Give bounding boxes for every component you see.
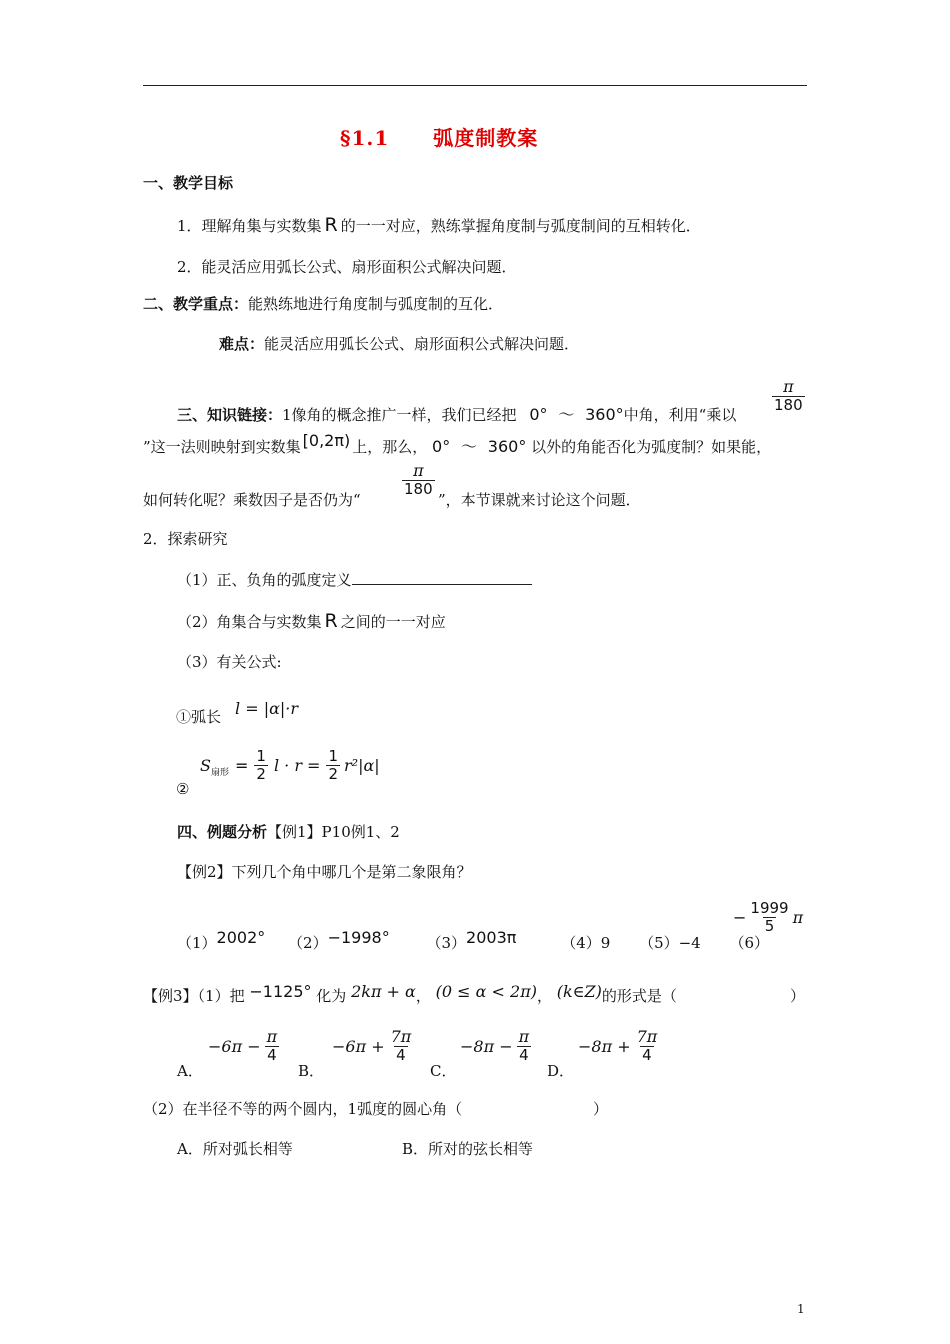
option-c-label: C．: [430, 1062, 457, 1080]
section-heading-goals: 一、教学目标: [143, 174, 234, 192]
option-c: −8π − $\frac{\pi}{4}$: [460, 1027, 530, 1065]
option-d: −8π + $\frac{7\pi}{4}$: [578, 1027, 658, 1065]
fraction-pi-over-180-2: $\frac{\pi}{180}$: [404, 461, 433, 499]
section-number: §1.1: [340, 126, 390, 150]
formula-sector-area: S 扇形 = $\frac{1}{2}$ l · r = $\frac{1}{2}$ r²|α|: [200, 747, 380, 784]
page-number: 1: [797, 1302, 805, 1316]
explore-q3: （3）有关公式:: [177, 653, 282, 671]
knowledge-line-1: 三、知识链接：1像角的概念推广一样，我们已经把 0° ～ 360°中角，利用“乘以: [177, 405, 737, 424]
example-3-part-2-close: ）: [593, 1100, 609, 1118]
option-b: −6π + $\frac{7\pi}{4}$: [332, 1027, 412, 1065]
formula-arc-length: ①弧长 l = |α|·r: [176, 699, 299, 726]
fraction-pi-over-180: $\frac{\pi}{180}$: [774, 377, 803, 415]
example-2-title: 【例2】下列几个角中哪几个是第二象限角？: [177, 863, 472, 881]
goal-item-1: 1．理解角集与实数集 R 的一一对应，熟练掌握角度制与弧度制间的互相转化．: [177, 214, 701, 236]
example-3-close-paren: ）: [790, 987, 806, 1005]
key-points: 二、教学重点：能熟练地进行角度制与弧度制的互化．: [143, 295, 504, 313]
difficulty: 难点：能灵活应用弧长公式、扇形面积公式解决问题．: [219, 335, 580, 353]
example-2-fraction: − $\frac{1999}{5}$ π: [733, 899, 804, 936]
option-a-label: A．: [177, 1062, 203, 1080]
answer-b: B．所对的弦长相等: [402, 1140, 534, 1158]
answer-blank: [352, 570, 532, 585]
explore-heading: 2．探索研究: [143, 530, 228, 548]
option-d-label: D．: [547, 1062, 575, 1080]
explore-q1: （1）正、负角的弧度定义: [177, 569, 532, 590]
goal-item-2: 2．能灵活应用弧长公式、扇形面积公式解决问题．: [177, 258, 517, 276]
example-3-question: 【例3】（1）把 −1125° 化为 2kπ + α， (0 ≤ α < 2π)， (k∈Z)的形式是（: [143, 982, 677, 1005]
knowledge-line-3-end: ”，本节课就来讨论这个问题．: [438, 491, 641, 509]
page-title: [340, 122, 538, 151]
header-rule: [143, 85, 807, 86]
answer-a: A．所对弧长相等: [177, 1140, 293, 1158]
explore-q2: （2）角集合与实数集 R 之间的一一对应: [177, 610, 446, 632]
formula-sector-label: ②: [176, 780, 190, 798]
knowledge-line-2: ”这一法则映射到实数集 [0,2π) 上，那么， 0° ～ 360° 以外的角能否化为弧度制？如果能，: [143, 431, 772, 456]
examples-heading: 四、例题分析【例1】P10例1、2: [177, 823, 400, 841]
example-3-part-2: （2）在半径不等的两个圆内，1弧度的圆心角（: [143, 1100, 463, 1118]
knowledge-line-3: 如何转化呢？乘数因子是否仍为“: [143, 491, 361, 509]
real-set-symbol: R: [324, 214, 338, 236]
option-a: −6π − $\frac{\pi}{4}$: [208, 1027, 278, 1065]
title-text: 弧度制教案: [433, 126, 539, 150]
example-2-items: （1）2002° （2）−1998° （3）2003π （4）9 （5）−4 （6）: [177, 928, 770, 952]
option-b-label: B．: [298, 1062, 325, 1080]
